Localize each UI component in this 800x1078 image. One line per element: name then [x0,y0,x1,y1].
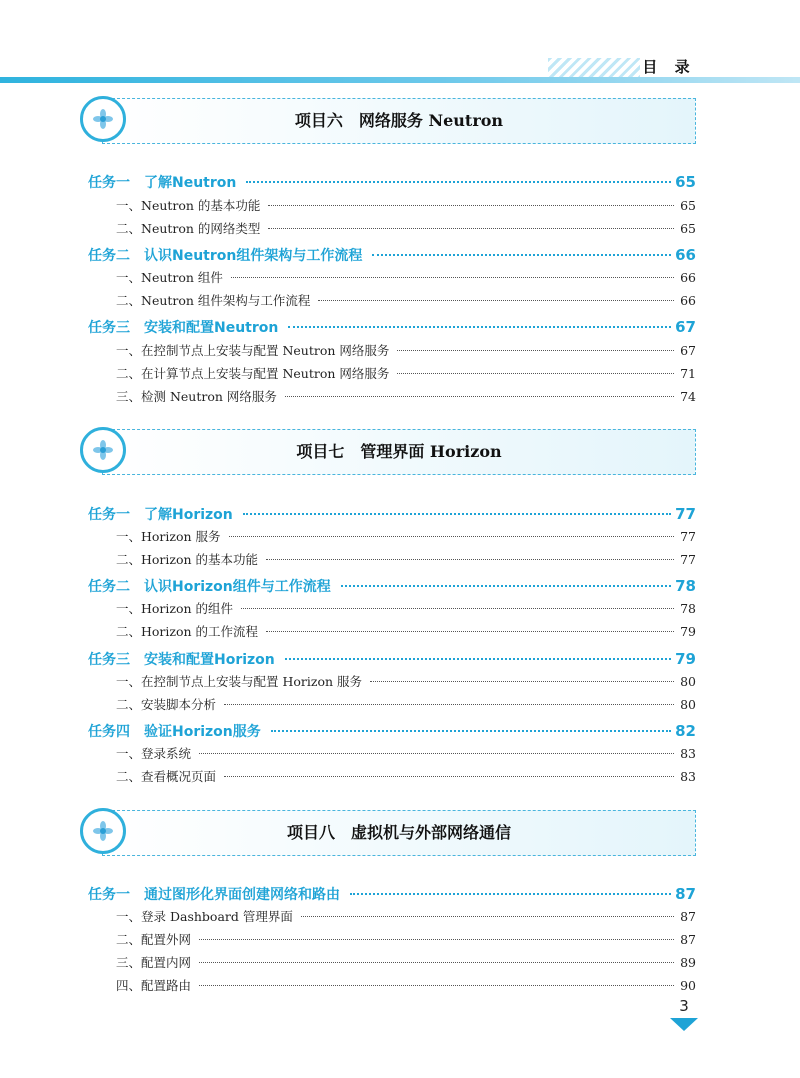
sub-label: 一、Neutron 组件 [116,270,223,285]
sub-page: 80 [680,697,696,712]
flower-icon [80,808,126,854]
toc-sub-row[interactable] [88,219,696,241]
toc-sub-row[interactable] [88,622,696,644]
leader-dots [288,326,671,328]
task-name: 通过图形化界面创建网络和路由 [144,887,340,903]
leader-dots [199,753,674,754]
sub-label: 一、在控制节点上安装与配置 Horizon 服务 [116,674,363,689]
task-page: 66 [675,246,696,264]
task-name: 了解Horizon [144,507,233,523]
leader-dots [266,559,674,560]
leader-dots [266,631,674,632]
sub-label: 二、查看概况页面 [116,769,217,784]
leader-dots [397,373,674,374]
sub-page: 78 [680,601,696,616]
leader-dots [285,396,674,397]
task-number: 任务一 [88,887,130,903]
task-name: 安装和配置Neutron [144,320,279,336]
leader-dots [268,228,674,229]
sub-page: 87 [680,932,696,947]
header-title: 目 录 [640,58,698,77]
task-number: 任务三 [88,652,130,668]
task-page: 67 [675,318,696,336]
toc-sub-row[interactable] [88,930,696,952]
leader-dots [285,658,671,660]
flower-icon [80,427,126,473]
leader-dots [246,181,671,183]
leader-dots [350,893,671,895]
project-banner-7 [84,429,696,475]
toc-task-row[interactable] [88,317,696,341]
toc-sub-row[interactable] [88,599,696,621]
toc-sub-row[interactable] [88,672,696,694]
task-name: 认识Horizon组件与工作流程 [144,579,331,595]
task-name: 验证Horizon服务 [144,724,261,740]
sub-page: 80 [680,674,696,689]
project-title: 项目七 管理界面 Horizon [296,442,502,461]
task-page: 77 [675,505,696,523]
leader-dots [268,205,674,206]
sub-label: 一、在控制节点上安装与配置 Neutron 网络服务 [116,343,390,358]
leader-dots [199,962,674,963]
task-number: 任务四 [88,724,130,740]
task-number: 任务一 [88,175,130,191]
task-page: 78 [675,577,696,595]
project-title: 项目八 虚拟机与外部网络通信 [286,823,511,842]
page-marker-triangle-icon [670,1018,698,1031]
toc-task-row[interactable] [88,649,696,673]
toc-sub-row[interactable] [88,976,696,998]
sub-page: 83 [680,769,696,784]
task-number: 任务一 [88,507,130,523]
sub-page: 83 [680,746,696,761]
flower-icon [80,96,126,142]
sub-page: 66 [680,293,696,308]
toc-task-row[interactable] [88,721,696,745]
toc-task-row[interactable] [88,245,696,269]
task-number: 任务二 [88,579,130,595]
project-banner-box [102,810,696,856]
sub-label: 二、配置外网 [116,932,192,947]
toc-sub-row[interactable] [88,387,696,409]
toc-task-row[interactable] [88,884,696,908]
sub-label: 二、安装脚本分析 [116,697,217,712]
leader-dots [241,608,674,609]
toc-sub-row[interactable] [88,744,696,766]
leader-dots [199,939,674,940]
leader-dots [318,300,674,301]
sub-page: 89 [680,955,696,970]
sub-label: 一、Horizon 的组件 [116,601,234,616]
sub-page: 67 [680,343,696,358]
project-banner-8 [84,810,696,856]
leader-dots [271,730,671,732]
sub-label: 一、Neutron 的基本功能 [116,198,261,213]
project-banner-6 [84,98,696,144]
sub-label: 二、在计算节点上安装与配置 Neutron 网络服务 [116,366,390,381]
toc-task-row[interactable] [88,504,696,528]
toc-sub-row[interactable] [88,341,696,363]
sub-label: 三、配置内网 [116,955,192,970]
task-name: 安装和配置Horizon [144,652,275,668]
page-header [0,0,800,90]
sub-page: 74 [680,389,696,404]
sub-label: 二、Horizon 的基本功能 [116,552,259,567]
leader-dots [199,985,674,986]
toc-sub-row[interactable] [88,953,696,975]
toc-sub-row[interactable] [88,907,696,929]
sub-page: 66 [680,270,696,285]
sub-page: 87 [680,909,696,924]
toc-sub-row[interactable] [88,364,696,386]
leader-dots [231,277,674,278]
leader-dots [372,254,671,256]
task-name: 认识Neutron组件架构与工作流程 [144,248,363,264]
leader-dots [341,585,671,587]
toc-sub-row[interactable] [88,196,696,218]
task-number: 任务三 [88,320,130,336]
sub-page: 79 [680,624,696,639]
sub-label: 四、配置路由 [116,978,192,993]
sub-page: 65 [680,221,696,236]
sub-label: 二、Horizon 的工作流程 [116,624,259,639]
toc-sub-row[interactable] [88,767,696,789]
toc-sub-row[interactable] [88,695,696,717]
sub-label: 二、Neutron 的网络类型 [116,221,261,236]
header-rule [0,77,800,83]
leader-dots [229,536,675,537]
toc-sub-row[interactable] [88,268,696,290]
task-page: 82 [675,722,696,740]
sub-page: 71 [680,366,696,381]
task-name: 了解Neutron [144,175,237,191]
task-number: 任务二 [88,248,130,264]
sub-page: 90 [680,978,696,993]
task-page: 87 [675,885,696,903]
toc-sub-row[interactable] [88,550,696,572]
sub-page: 77 [680,529,696,544]
sub-page: 65 [680,198,696,213]
project-banner-box [102,98,696,144]
leader-dots [397,350,674,351]
sub-label: 一、登录 Dashboard 管理界面 [116,909,293,924]
task-page: 65 [675,173,696,191]
project-title: 项目六 网络服务 Neutron [294,111,504,130]
sub-label: 一、Horizon 服务 [116,529,221,544]
toc-task-row[interactable] [88,172,696,196]
leader-dots [370,681,674,682]
toc-sub-row[interactable] [88,291,696,313]
sub-page: 77 [680,552,696,567]
sub-label: 一、登录系统 [116,746,192,761]
sub-label: 二、Neutron 组件架构与工作流程 [116,293,311,308]
leader-dots [243,513,671,515]
toc-task-row[interactable] [88,576,696,600]
leader-dots [224,704,674,705]
toc-sub-row[interactable] [88,527,696,549]
project-banner-box [102,429,696,475]
task-page: 79 [675,650,696,668]
sub-label: 三、检测 Neutron 网络服务 [116,389,277,404]
leader-dots [301,916,674,917]
leader-dots [224,776,674,777]
page-number: 3 [679,997,689,1015]
